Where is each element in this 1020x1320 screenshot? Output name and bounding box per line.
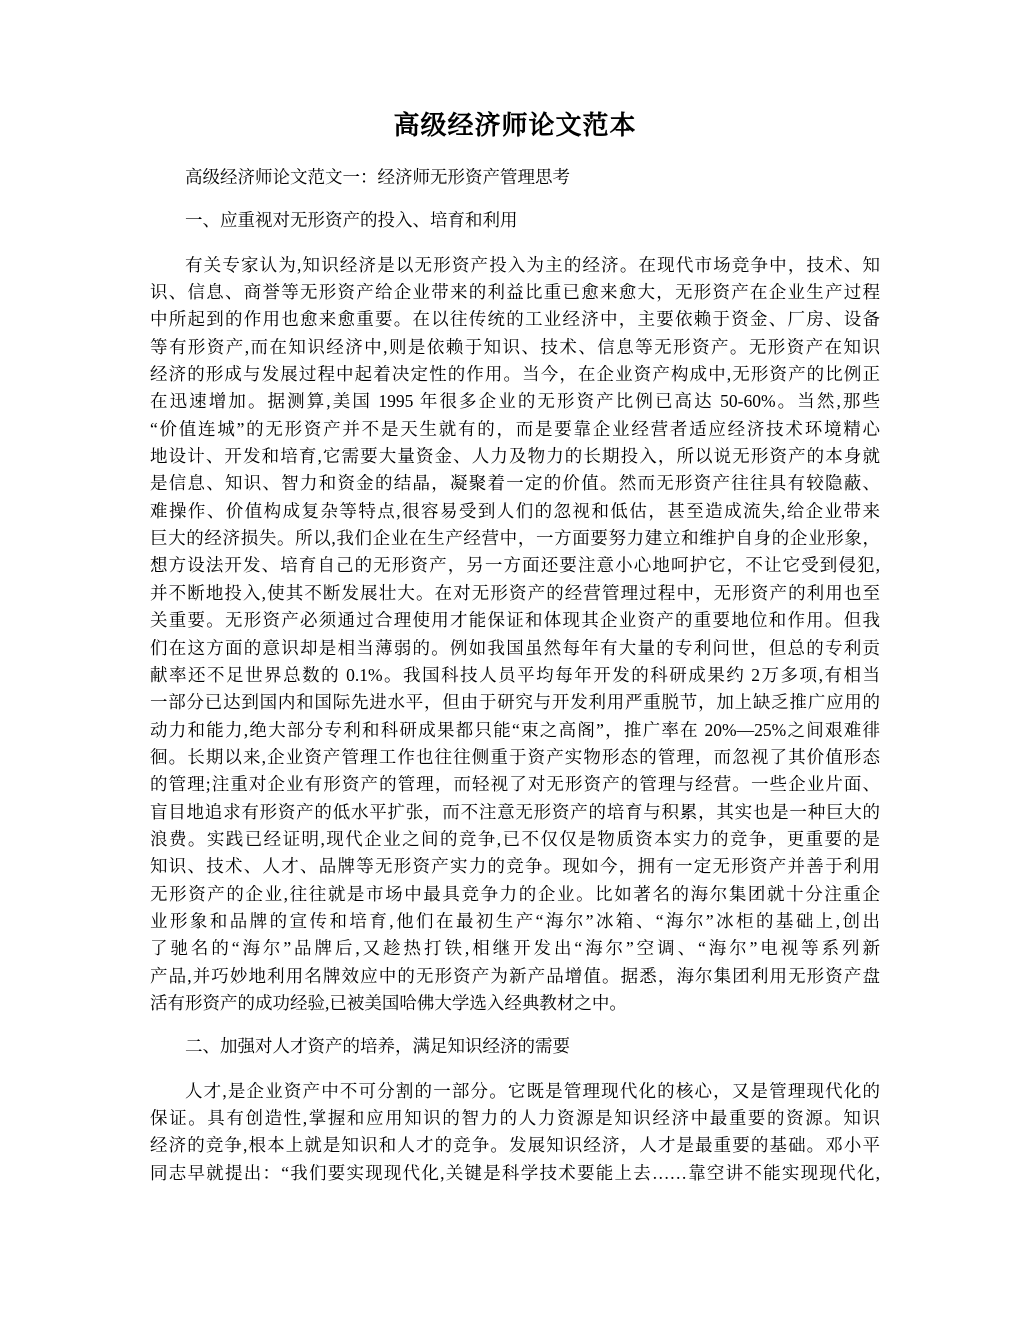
body-text-line: 同志早就提出：“我们要实现现代化,关键是科学技术要能上去……靠空讲不能实现现代化, <box>150 1162 880 1183</box>
document-content <box>150 0 880 1187</box>
body-text-line: 有关专家认为,知识经济是以无形资产投入为主的经济。在现代市场竞争中，技术、知 <box>185 254 880 275</box>
body-text-line: 经济的竞争,根本上就是知识和人才的竞争。发展知识经济，人才是最重要的基础。邓小平 <box>150 1135 880 1156</box>
body-text-line: 中所起到的作用也愈来愈重要。在以往传统的工业经济中，主要依赖于资金、厂房、设备 <box>150 309 880 330</box>
section-2-heading: 二、加强对人才资产的培养，满足知识经济的需要 <box>185 1036 570 1057</box>
section-1-body <box>150 252 880 1018</box>
body-text-line: 浪费。实践已经证明,现代企业之间的竞争,已不仅仅是物质资本实力的竞争，更重要的是 <box>150 828 880 849</box>
body-text-line: 的管理;注重对企业有形资产的管理，而轻视了对无形资产的管理与经营。一些企业片面、 <box>150 774 880 795</box>
body-text-line: 无形资产的企业,往往就是市场中最具竞争力的企业。比如著名的海尔集团就十分注重企 <box>150 883 880 904</box>
body-text-line: 徊。长期以来,企业资产管理工作也往往侧重于资产实物形态的管理，而忽视了其价值形态 <box>150 746 880 767</box>
body-text-line: 巨大的经济损失。所以,我们企业在生产经营中，一方面要努力建立和维护自身的企业形象， <box>150 528 880 549</box>
body-text-line: “价值连城”的无形资产并不是天生就有的，而是要靠企业经营者适应经济技术环境精心 <box>150 418 880 439</box>
body-text-line: 产品,并巧妙地利用名牌效应中的无形资产为新产品增值。据悉，海尔集团利用无形资产盘 <box>150 965 880 986</box>
body-text-line: 保证。具有创造性,掌握和应用知识的智力的人力资源是知识经济中最重要的资源。知识 <box>150 1108 880 1128</box>
body-text-line: 关重要。无形资产必须通过合理使用才能保证和体现其企业资产的重要地位和作用。但我 <box>150 610 880 631</box>
body-text-line: 在迅速增加。据测算,美国 1995 年很多企业的无形资产比例已高达 50-60%。当然,那些 <box>150 391 880 412</box>
body-text-line: 识、信息、商誉等无形资产给企业带来的利益比重已愈来愈大，无形资产在企业生产过程 <box>150 282 880 303</box>
body-text-line: 活有形资产的成功经验,已被美国哈佛大学选入经典教材之中。 <box>150 992 627 1013</box>
body-text-line: 献率还不足世界总数的 0.1%。我国科技人员平均每年开发的科研成果约 2万多项,有相当 <box>150 664 880 685</box>
document-title: 高级经济师论文范本 <box>393 111 637 140</box>
body-text-line: 想方设法开发、培育自己的无形资产，另一方面还要注意小心地呵护它，不让它受到侵犯, <box>150 555 880 576</box>
intro-paragraph: 高级经济师论文范文一：经济师无形资产管理思考 <box>185 167 570 187</box>
section-1-heading: 一、应重视对无形资产的投入、培育和利用 <box>185 210 518 231</box>
body-text-line: 一部分已达到国内和国际先进水平，但由于研究与开发利用严重脱节，加上缺乏推广应用的 <box>150 692 880 713</box>
body-text-line: 了驰名的“海尔”品牌后,又趁热打铁,相继开发出“海尔”空调、“海尔”电视等系列新 <box>150 938 880 959</box>
body-text-line: 知识、技术、人才、品牌等无形资产实力的竞争。现如今，拥有一定无形资产并善于利用 <box>150 856 880 877</box>
body-text-line: 并不断地投入,使其不断发展壮大。在对无形资产的经营管理过程中，无形资产的利用也至 <box>150 582 880 603</box>
section-2-body <box>150 1078 880 1187</box>
body-text-line: 盲目地追求有形资产的低水平扩张，而不注意无形资产的培育与积累，其实也是一种巨大的 <box>150 801 880 822</box>
body-text-line: 业形象和品牌的宣传和培育,他们在最初生产“海尔”冰箱、“海尔”冰柜的基础上,创出 <box>150 910 880 931</box>
body-text-line: 人才,是企业资产中不可分割的一部分。它既是管理现代化的核心，又是管理现代化的 <box>185 1080 880 1101</box>
body-text-line: 是信息、知识、智力和资金的结晶，凝聚着一定的价值。然而无形资产往往具有较隐蔽、 <box>150 473 880 494</box>
body-text-line: 等有形资产,而在知识经济中,则是依赖于知识、技术、信息等无形资产。无形资产在知识 <box>150 336 880 357</box>
body-text-line: 们在这方面的意识却是相当薄弱的。例如我国虽然每年有大量的专利问世，但总的专利贡 <box>150 637 880 658</box>
body-text-line: 难操作、价值构成复杂等特点,很容易受到人们的忽视和低估，甚至造成流失,给企业带来 <box>150 500 880 521</box>
body-text-line: 动力和能力,绝大部分专利和科研成果都只能“束之高阁”，推广率在 20%—25%之间艰难徘 <box>150 719 880 740</box>
body-text-line: 经济的形成与发展过程中起着决定性的作用。当今，在企业资产构成中,无形资产的比例正 <box>150 364 880 385</box>
body-text-line: 地设计、开发和培育,它需要大量资金、人力及物力的长期投入，所以说无形资产的本身就 <box>150 446 880 467</box>
